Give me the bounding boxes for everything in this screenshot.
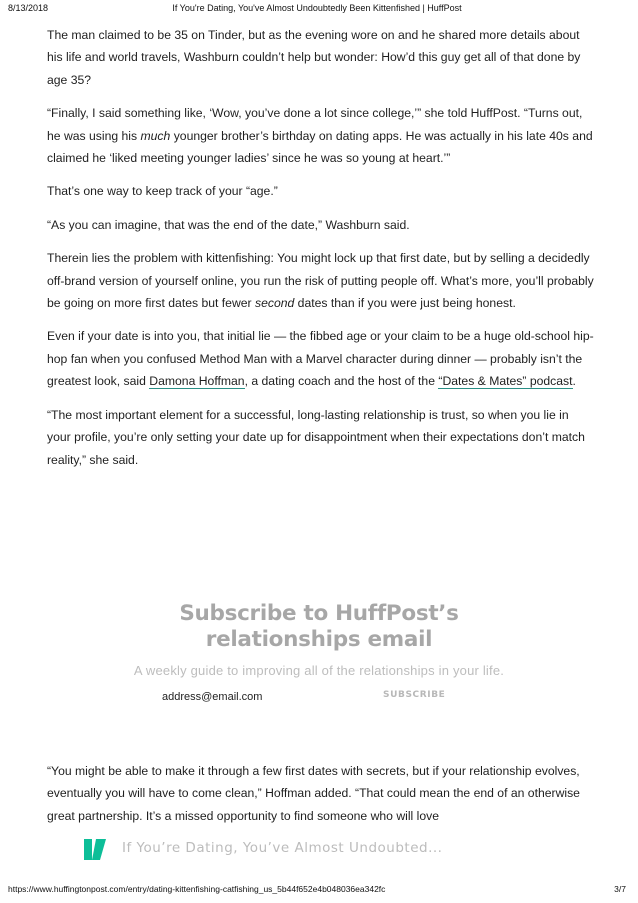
page-number: 3/7 (614, 884, 626, 894)
newsletter-form (40, 688, 598, 710)
newsletter-heading: Subscribe to HuffPost’s relationships email (179, 601, 459, 652)
paragraph: “As you can imagine, that was the end of the date,” Washburn said. (47, 217, 410, 232)
newsletter-signup (40, 601, 598, 710)
print-header (8, 3, 626, 17)
paragraph: Even if your date is into you, that initial lie — the fibbed age or your claim to be a huge old-school hip-hop fan when you confused Method Man with a Marvel character during dinner — probably isn’t the greatest look, said Damona Hoffman, a dating coach and the host of the “Dates & Mates” podcast. (47, 329, 594, 389)
sticky-article-bar[interactable] (84, 834, 544, 862)
paragraph: “You might be able to make it through a few first dates with secrets, but if your relationship evolves, eventually you will have to come clean,” Hoffman added. “That could mean the end of an otherwise great partnership. It’s a missed opportunity to find someone who will love (47, 764, 580, 823)
article-body (47, 24, 595, 482)
sticky-article-title: If You’re Dating, You’ve Almost Undoubted... (122, 840, 443, 856)
paragraph: That’s one way to keep track of your “age.” (47, 184, 278, 199)
print-date: 8/13/2018 (8, 3, 49, 13)
damona-hoffman-link[interactable]: Damona Hoffman (149, 374, 245, 389)
paragraph: “The most important element for a successful, long-lasting relationship is trust, so when you lie in your profile, you’re only setting your date up for disappointment when their expectations don’t match reality,” she said. (47, 407, 585, 467)
huffpost-logo-icon (84, 836, 106, 860)
email-input[interactable] (162, 688, 352, 706)
subscribe-button[interactable]: SUBSCRIBE (383, 690, 446, 700)
print-footer (8, 884, 626, 896)
dates-and-mates-podcast-link[interactable]: “Dates & Mates” podcast (438, 374, 573, 389)
paragraph: Therein lies the problem with kittenfishing: You might lock up that first date, but by selling a decidedly off-brand version of yourself online, you run the risk of putting people off. What’s more, you’ll probably be going on more first dates but fewer second dates than if you were just being honest. (47, 251, 594, 311)
paragraph: The man claimed to be 35 on Tinder, but as the evening wore on and he shared more details about his life and world travels, Washburn couldn’t help but wonder: How’d this guy get all of that done by age 35? (47, 28, 581, 87)
page-url: https://www.huffingtonpost.com/entry/dating-kittenfishing-catfishing_us_5b44f652e4b048036ea342fc (8, 884, 386, 894)
paragraph: “Finally, I said something like, ‘Wow, you’ve done a lot since college,’” she told HuffPost. “Turns out, he was using his much younger brother’s birthday on dating apps. He was actually in his late 40s and claimed he ‘liked meeting younger ladies’ since he was so young at heart.’” (47, 106, 593, 166)
article-body-continued (47, 760, 595, 838)
newsletter-subtext: A weekly guide to improving all of the relationships in your life. (133, 663, 505, 678)
print-title: If You're Dating, You've Almost Undoubtedly Been Kittenfished | HuffPost (172, 3, 462, 13)
